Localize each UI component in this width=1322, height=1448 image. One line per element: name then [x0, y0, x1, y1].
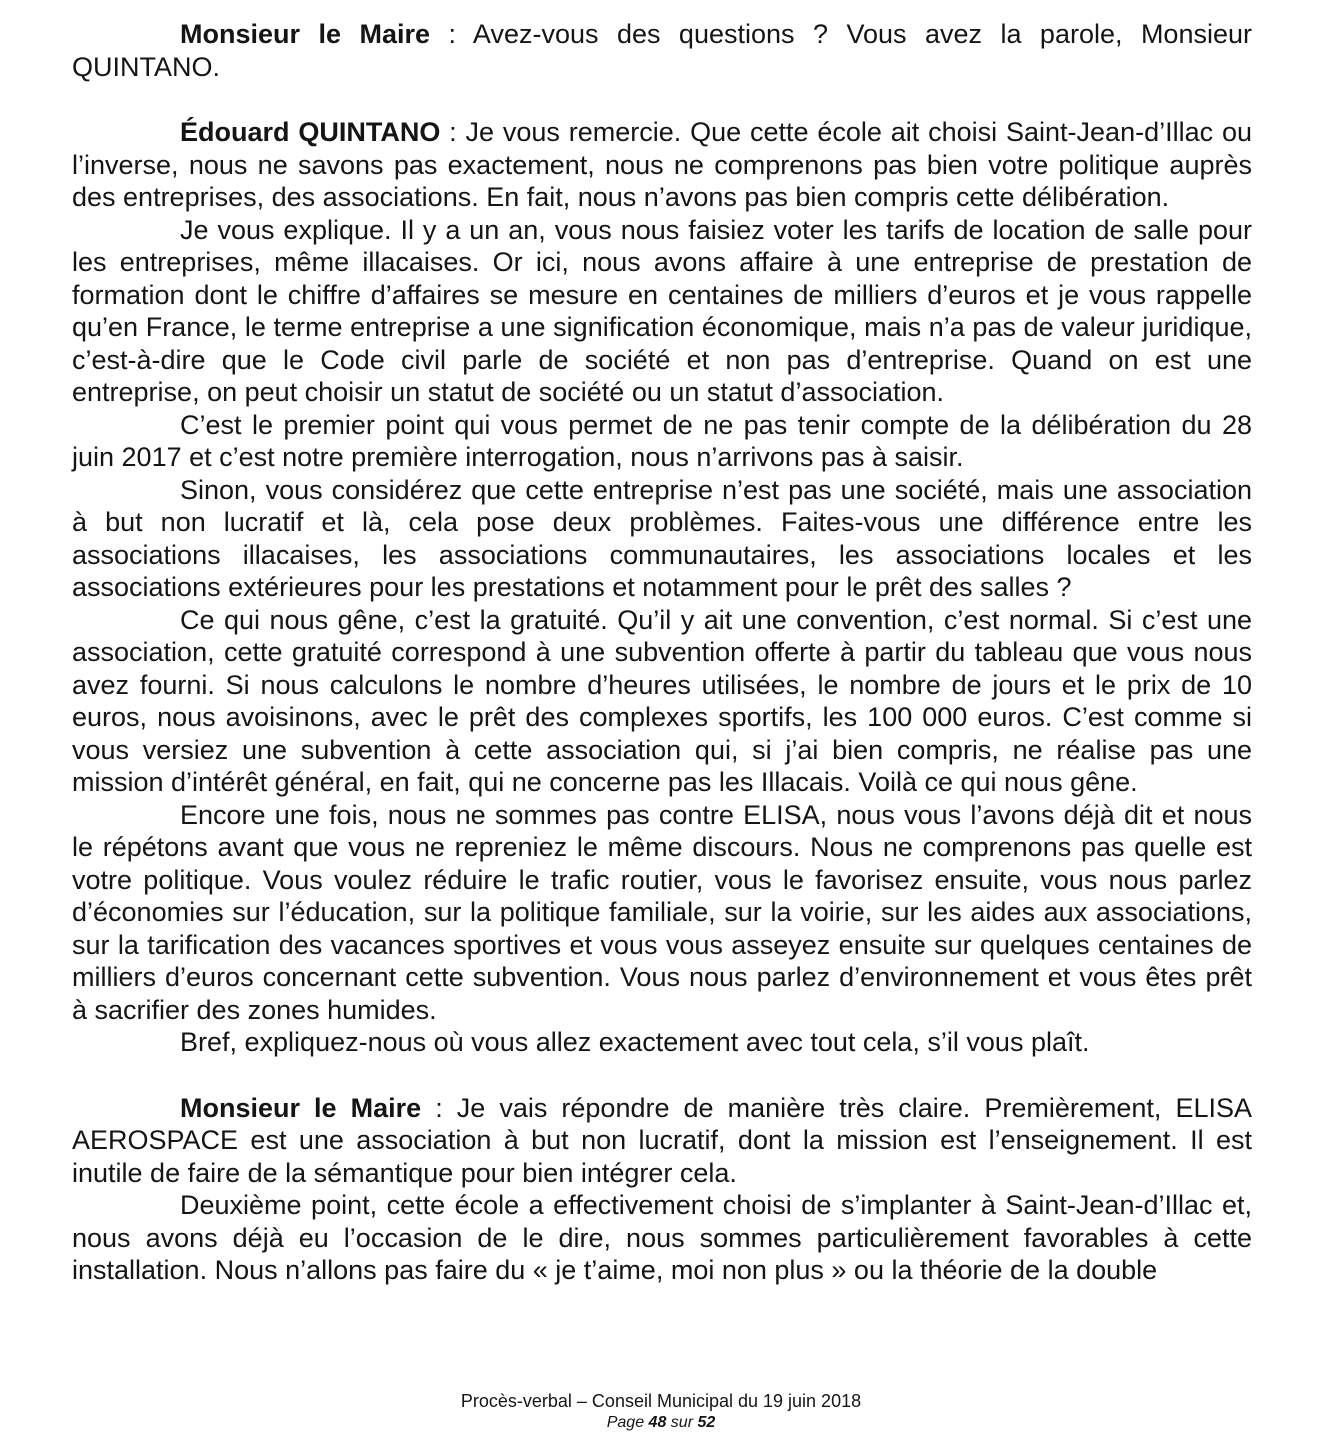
paragraph: Deuxième point, cette école a effectivement choisi de s’implanter à Saint-Jean-d’Illac et, nous avons déjà eu l’occasion de le dire, nous sommes particulièrement favorables à cette installation. Nous n’allons pas faire du « je t’aime, moi non plus » ou la théorie de la double [72, 1190, 1252, 1285]
paragraph: Ce qui nous gêne, c’est la gratuité. Qu’il y ait une convention, c’est normal. Si c’est une association, cette gratuité correspond à une subvention offerte à partir du tableau que vous nous avez fourni. Si nous calculons le nombre d’heures utilisées, le nombre de jours et le prix de 10 euros, nous avoisinons, avec le prêt des complexes sportifs, les 100 000 euros. C’est comme si vous versiez une subvention à cette association qui, si j’ai bien compris, ne réalise pas une mission d’intérêt général, en fait, qui ne concerne pas les Illacais. Voilà ce qui nous gêne. [72, 604, 1252, 797]
speaker-separator: : [440, 117, 466, 147]
paragraph: Bref, expliquez-nous où vous allez exactement avec tout cela, s’il vous plaît. [180, 1027, 1090, 1057]
page-prefix: Page [606, 1414, 649, 1431]
page-separator: sur [666, 1414, 698, 1431]
paragraph [72, 116, 1252, 214]
paragraph: Je vous explique. Il y a un an, vous nous faisiez voter les tarifs de location de salle pour les entreprises, même illacaises. Or ici, nous avons affaire à une entreprise de prestation de formation dont le chiffre d’affaires se mesure en centaines de milliers d’euros et je vous rappelle qu’en France, le terme entreprise a une signification économique, mais n’a pas de valeur juridique, c’est-à-dire que le Code civil parle de société et non pas d’entreprise. Quand on est une entreprise, on peut choisir un statut de société ou un statut d’association. [72, 214, 1252, 407]
spacer [72, 83, 1252, 116]
intervention-quintano [72, 116, 1252, 1059]
speaker-name: Monsieur le Maire [180, 19, 430, 49]
intervention-maire-2 [72, 1092, 1252, 1287]
total-pages: 52 [697, 1414, 716, 1431]
speaker-separator: : [429, 19, 473, 49]
document-body [72, 18, 1252, 1287]
page-number [0, 1412, 1322, 1434]
paragraph [72, 18, 1252, 83]
page-footer [0, 1390, 1322, 1434]
paragraph: C’est le premier point qui vous permet de ne pas tenir compte de la délibération du 28 juin 2017 et c’est notre première interrogation, nous n’arrivons pas à saisir. [72, 409, 1252, 472]
paragraph-text: Je vais répondre de manière très claire. Premièrement, ELISA AEROSPACE est une association à but non lucratif, dont la mission est l’enseignement. Il est inutile de faire de la sémantique pour bien intégrer cela. [72, 1092, 1252, 1188]
current-page: 48 [648, 1414, 667, 1431]
paragraph-text: Avez-vous des questions ? Vous avez la parole, Monsieur QUINTANO. [72, 19, 1252, 82]
paragraph: Sinon, vous considérez que cette entreprise n’est pas une société, mais une association à but non lucratif et là, cela pose deux problèmes. Faites-vous une différence entre les associations illacaises, les associations communautaires, les associations locales et les associations extérieures pour les prestations et notamment pour le prêt des salles ? [72, 474, 1252, 602]
paragraph [72, 1092, 1252, 1190]
footer-title: Procès-verbal – Conseil Municipal du 19 juin 2018 [460, 1391, 862, 1411]
paragraph-text: Je vous remercie. Que cette école ait choisi Saint-Jean-d’Illac ou l’inverse, nous ne savons pas exactement, nous ne comprenons pas bien votre politique auprès des entreprises, des associations. En fait, nous n’avons pas bien compris cette délibération. [72, 117, 1252, 212]
speaker-name: Édouard QUINTANO [180, 117, 441, 147]
paragraph: Encore une fois, nous ne sommes pas contre ELISA, nous vous l’avons déjà dit et nous le répétons avant que vous ne repreniez le même discours. Nous ne comprenons pas quelle est votre politique. Vous voulez réduire le trafic routier, vous le favorisez ensuite, vous nous parlez d’économies sur l’éducation, sur la politique familiale, sur la voirie, sur les aides aux associations, sur la tarification des vacances sportives et vous vous asseyez ensuite sur quelques centaines de milliers d’euros concernant cette subvention. Vous nous parlez d’environnement et vous êtes prêt à sacrifier des zones humides. [72, 799, 1252, 1025]
intervention-maire-1 [72, 18, 1252, 83]
speaker-separator: : [421, 1092, 457, 1123]
spacer [72, 1059, 1252, 1092]
speaker-name: Monsieur le Maire [180, 1092, 422, 1123]
